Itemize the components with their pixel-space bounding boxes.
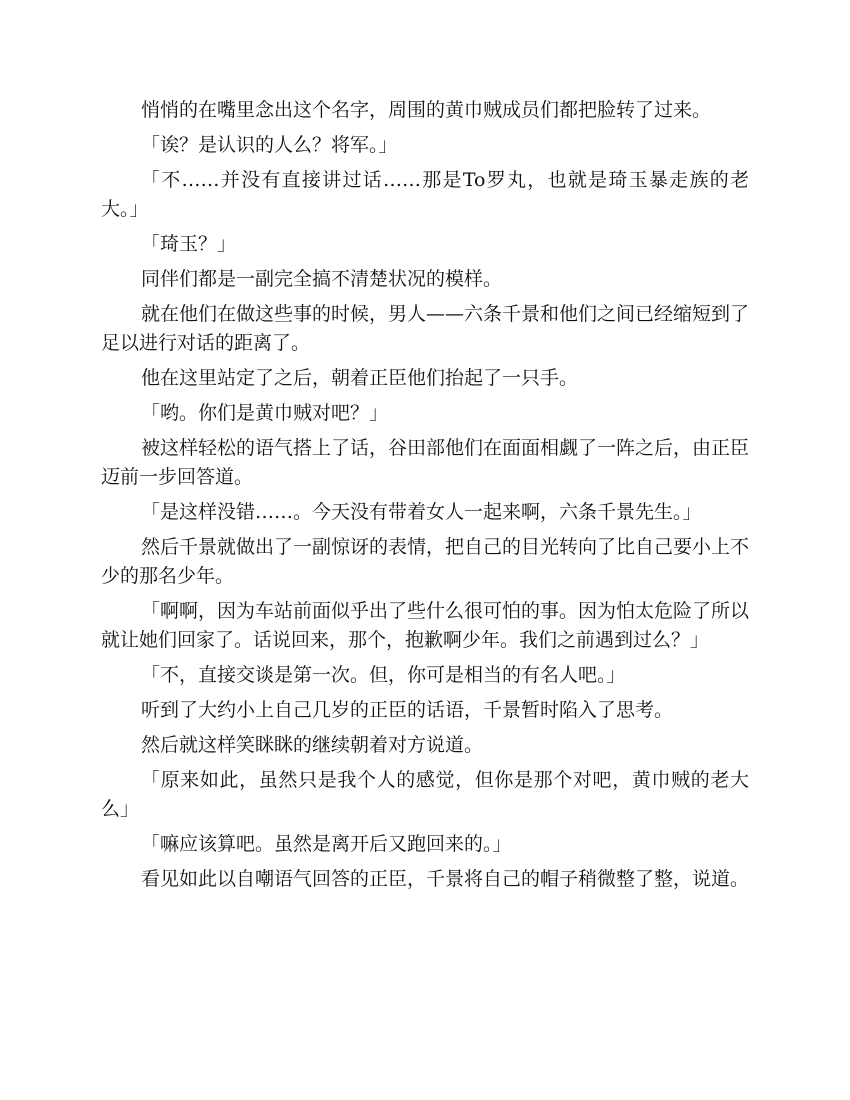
paragraph: 他在这里站定了之后，朝着正臣他们抬起了一只手。 [141, 367, 579, 389]
paragraph: 「啊啊，因为车站前面似乎出了些什么很可怕的事。因为怕太危险了所以就让她们回家了。话说回来，那个，抱歉啊少年。我们之前遇到过么？」 [101, 600, 750, 651]
paragraph: 听到了大约小上自己几岁的正臣的话语，千景暂时陷入了思考。 [141, 699, 674, 721]
paragraph: 就在他们在做这些事的时候，男人——六条千景和他们之间已经缩短到了足以进行对话的距离了。 [101, 303, 750, 354]
paragraph: 被这样轻松的语气搭上了话，谷田部他们在面面相觑了一阵之后，由正臣迈前一步回答道。 [101, 437, 750, 488]
paragraph: 「嘛应该算吧。虽然是离开后又跑回来的。」 [141, 833, 512, 855]
paragraph: 「不……并没有直接讲过话……那是To罗丸，也就是琦玉暴走族的老大。」 [101, 169, 749, 220]
paragraph: 然后千景就做出了一副惊讶的表情，把自己的目光转向了比自己要小上不少的那名少年。 [101, 536, 750, 587]
paragraph: 同伴们都是一副完全搞不清楚状况的模样。 [141, 268, 503, 290]
paragraph: 「是这样没错……。今天没有带着女人一起来啊，六条千景先生。」 [141, 501, 702, 523]
paragraph: 「哟。你们是黄巾贼对吧？」 [141, 402, 389, 424]
paragraph: 悄悄的在嘴里念出这个名字，周围的黄巾贼成员们都把脸转了过来。 [141, 99, 712, 121]
paragraph: 「不，直接交谈是第一次。但，你可是相当的有名人吧。」 [141, 664, 626, 686]
paragraph: 看见如此以自嘲语气回答的正臣，千景将自己的帽子稍微整了整，说道。 [141, 868, 750, 890]
paragraph: 「原来如此，虽然只是我个人的感觉，但你是那个对吧，黄巾贼的老大么」 [101, 769, 749, 820]
document-page [101, 96, 749, 900]
paragraph: 「琦玉？」 [141, 233, 237, 255]
paragraph: 然后就这样笑眯眯的继续朝着对方说道。 [141, 734, 484, 756]
paragraph: 「诶？是认识的人么？将军。」 [141, 134, 398, 156]
